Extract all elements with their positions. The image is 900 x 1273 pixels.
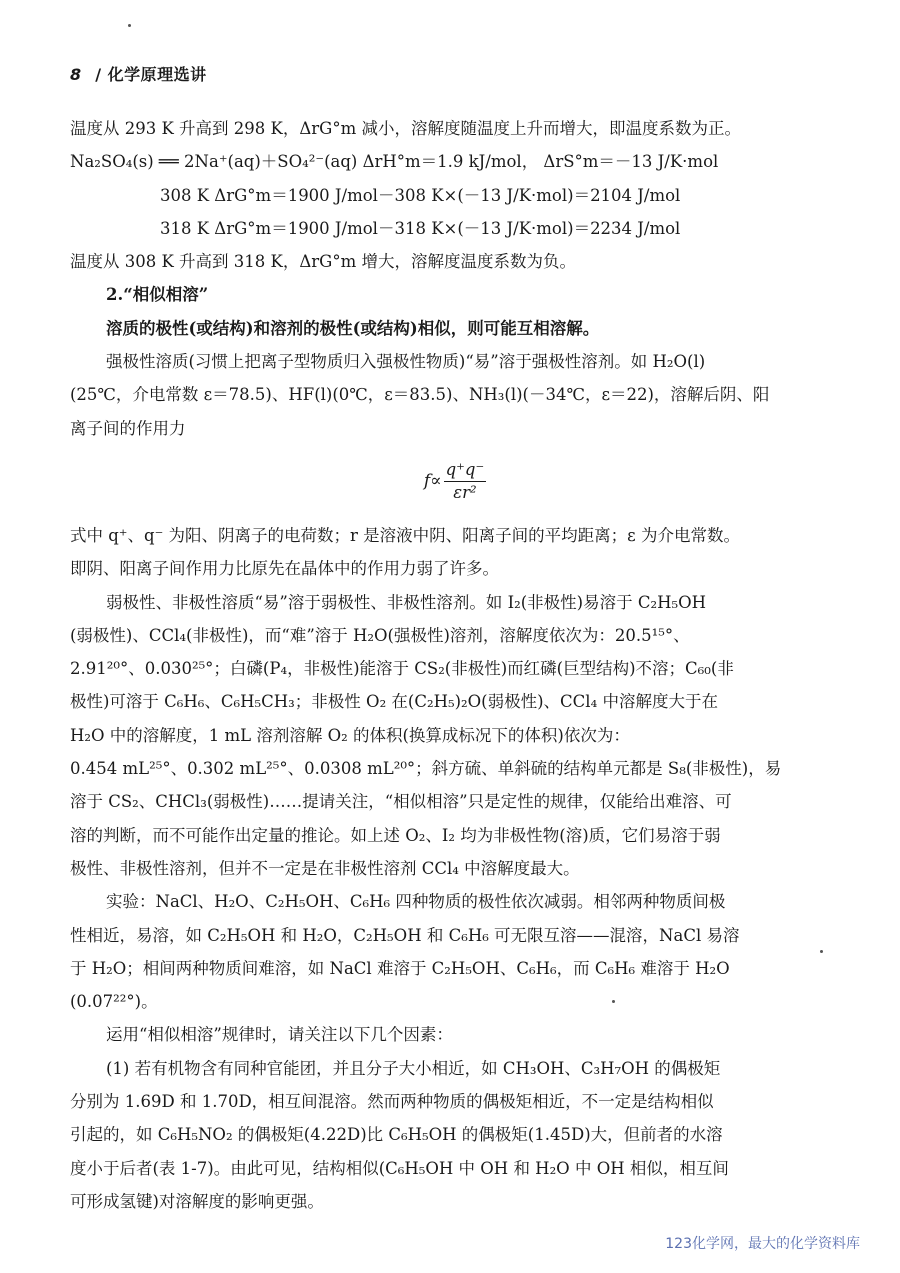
watermark-footer: 123化学网，最大的化学资料库 [665, 1236, 860, 1252]
text-line: 引起的，如 C₆H₅NO₂ 的偶极矩(4.22D)比 C₆H₅OH 的偶极矩(1.45D)大，但前者的水溶 [70, 1125, 723, 1145]
scan-speck [612, 1000, 615, 1003]
formula-numerator: q⁺q⁻ [444, 459, 487, 482]
text-line: (25℃，介电常数 ε＝78.5)、HF(l)(0℃，ε＝83.5)、NH₃(l)(－34℃，ε＝22)，溶解后阴、阳 [70, 385, 770, 405]
text-line: H₂O 中的溶解度，1 mL 溶剂溶解 O₂ 的体积(换算成标况下的体积)依次为： [70, 725, 630, 745]
text-line: 温度从 293 K 升高到 298 K，ΔrG°m 减小，溶解度随温度上升而增大，即温度系数为正。 [70, 119, 741, 138]
formula-lhs: f∝ [423, 471, 442, 492]
book-title: / 化学原理选讲 [95, 65, 207, 84]
text-line: 性相近，易溶，如 C₂H₅OH 和 H₂O，C₂H₅OH 和 C₆H₆ 可无限互溶——混溶，NaCl 易溶 [70, 925, 740, 945]
text-line: 分别为 1.69D 和 1.70D，相互间混溶。然而两种物质的偶极矩相近，不一定是结构相似 [70, 1092, 714, 1112]
formula-fraction [444, 459, 487, 504]
force-formula [70, 445, 840, 519]
page-number: 8 [70, 65, 82, 84]
text-line: 强极性溶质(习惯上把离子型物质归入强极性物质)“易”溶于强极性溶剂。如 H₂O(l) [106, 352, 706, 372]
text-line: 318 K ΔrG°m＝1900 J/mol－318 K×(－13 J/K·mol)＝2234 J/mol [160, 218, 681, 238]
text-line: 度小于后者(表 1-7)。由此可见，结构相似(C₆H₅OH 中 OH 和 H₂O 中 OH 相似，相互间 [70, 1158, 729, 1178]
text-line: (弱极性)、CCl₄(非极性)，而“难”溶于 H₂O(强极性)溶剂，溶解度依次为：20.5¹⁵°、 [70, 625, 690, 645]
text-line: 运用“相似相溶”规律时，请关注以下几个因素： [106, 1025, 453, 1045]
running-header [70, 62, 207, 85]
scan-speck [820, 950, 823, 953]
text-line: 溶于 CS₂、CHCl₃(弱极性)……提请关注，“相似相溶”只是定性的规律，仅能给出难溶、可 [70, 792, 732, 812]
text-line: 于 H₂O；相间两种物质间难溶，如 NaCl 难溶于 C₂H₅OH、C₆H₆，而 C₆H₆ 难溶于 H₂O [70, 958, 730, 978]
body-text [70, 112, 840, 1218]
text-line: 溶的判断，而不可能作出定量的推论。如上述 O₂、I₂ 均为非极性物(溶)质，它们易溶于弱 [70, 825, 721, 845]
formula-denominator: εr² [453, 483, 477, 503]
text-line: 溶质的极性(或结构)和溶剂的极性(或结构)相似，则可能互相溶解。 [106, 318, 600, 338]
text-line: 式中 q⁺、q⁻ 为阳、阴离子的电荷数；r 是溶液中阴、阳离子间的平均距离；ε 为介电常数。 [70, 525, 740, 545]
text-line: 2.“相似相溶” [106, 285, 209, 305]
scan-speck [128, 24, 131, 27]
text-line: (0.07²²°)。 [70, 992, 158, 1012]
text-line: 即阴、阳离子间作用力比原先在晶体中的作用力弱了许多。 [70, 559, 499, 579]
text-line: 离子间的作用力 [70, 418, 186, 438]
text-line: 可形成氢键)对溶解度的影响更强。 [70, 1191, 324, 1211]
text-line: Na₂SO₄(s) ══ 2Na⁺(aq)＋SO₄²⁻(aq) ΔrH°m＝1.9 kJ/mol， ΔrS°m＝－13 J/K·mol [70, 145, 840, 178]
text-line: 2.91²⁰°、0.030²⁵°；白磷(P₄，非极性)能溶于 CS₂(非极性)而红磷(巨型结构)不溶；C₆₀(非 [70, 659, 734, 679]
text-line: 308 K ΔrG°m＝1900 J/mol－308 K×(－13 J/K·mol)＝2104 J/mol [160, 185, 681, 205]
text-line: 温度从 308 K 升高到 318 K，ΔrG°m 增大，溶解度温度系数为负。 [70, 252, 576, 272]
text-line: 极性)可溶于 C₆H₆、C₆H₅CH₃；非极性 O₂ 在(C₂H₅)₂O(弱极性)、CCl₄ 中溶解度大于在 [70, 692, 718, 712]
text-line: 极性、非极性溶剂，但并不一定是在非极性溶剂 CCl₄ 中溶解度最大。 [70, 858, 580, 878]
text-block-2 [70, 519, 840, 1218]
text-line: 实验：NaCl、H₂O、C₂H₅OH、C₆H₆ 四种物质的极性依次减弱。相邻两种物质间极 [106, 892, 726, 912]
text-line: (1) 若有机物含有同种官能团，并且分子大小相近，如 CH₃OH、C₃H₇OH 的偶极矩 [106, 1058, 721, 1078]
reaction-arrow: ══ [158, 152, 179, 172]
text-line: 0.454 mL²⁵°、0.302 mL²⁵°、0.0308 mL²⁰°；斜方硫、单斜硫的结构单元都是 S₈(非极性)，易 [70, 759, 782, 779]
text-block-1 [70, 112, 840, 445]
text-line: 弱极性、非极性溶质“易”溶于弱极性、非极性溶剂。如 I₂(非极性)易溶于 C₂H₅OH [106, 592, 707, 612]
